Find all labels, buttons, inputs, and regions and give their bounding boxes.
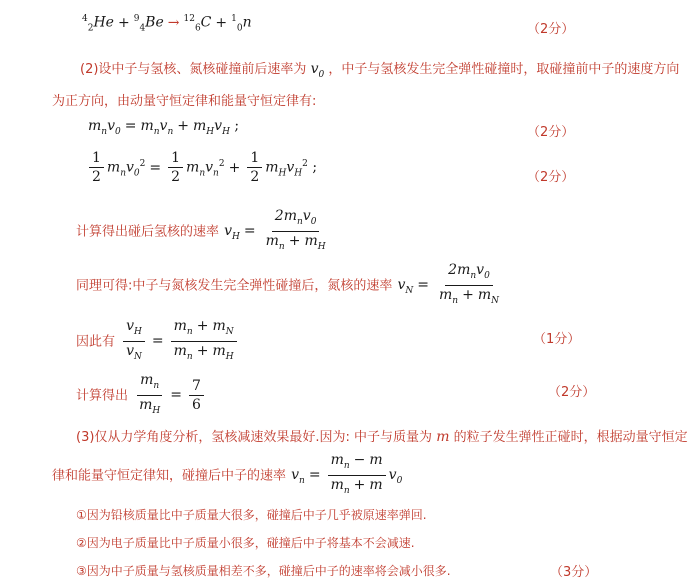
vn-collision-formula: $v_n$ = $\frac{m_n - m}{m_n + m}$ $v_0$: [291, 452, 403, 496]
note-2: ②因为电子质量比中子质量小很多，碰撞后中子将基本不会减速.: [76, 536, 415, 550]
mass-ratio-result: [76, 372, 207, 419]
vn-formula: $v_N$ = $\frac{2m_nv_0}{m_n + m_N}$: [397, 262, 499, 306]
part3-intro-line1: [76, 426, 688, 445]
score-ratio: （1分）: [533, 332, 581, 347]
note-3: ③因为中子质量与氢核质量相差不多，碰撞后中子的速率将会减小很多.: [76, 564, 451, 578]
nuclear-reaction-equation: $^4_2$He + $^9_4$Be → $^{12}_6$C + $^1_0$n: [82, 14, 252, 34]
v0-symbol: $v_0$: [310, 61, 325, 80]
part2-intro-c: 为正方向，由动量守恒定律和能量守恒定律有:: [52, 94, 317, 109]
mass-label: 计算得出: [76, 388, 129, 404]
vn-label: 同理可得:中子与氮核发生完全弹性碰撞后，氮核的速率: [76, 278, 393, 294]
part3-intro-a: (3)仅从力学角度分析，氢核减速效果最好.因为: 中子与质量为: [76, 430, 433, 445]
vh-result: [76, 208, 332, 255]
ratio-formula: $\frac{v_H}{v_N}$ = $\frac{m_n + m_N}{m_n + m_H}$: [120, 333, 240, 349]
score-line1: （2分）: [527, 22, 575, 37]
score-eq2: （2分）: [527, 170, 575, 185]
momentum-equation: $m_nv_0 = m_nv_n + m_Hv_H$ ;: [88, 118, 240, 137]
part3-intro-b: 的粒子发生弹性正碰时，根据动量守恒定: [453, 430, 688, 445]
score-part3: （3分）: [550, 565, 598, 580]
energy-equation: $\frac{1}{2}$ $m_nv_0^2$ = $\frac{1}{2}$ $m_nv_n^2$ + $\frac{1}{2}$ $m_Hv_H^2$ ;: [86, 150, 317, 185]
m-symbol: m: [436, 429, 450, 445]
mass-formula: $\frac{m_n}{m_H}$ = $\frac{7}{6}$: [133, 387, 207, 403]
vh-formula: $v_H$ = $\frac{2m_nv_0}{m_n + m_H}$: [224, 208, 326, 252]
ratio-result: [76, 318, 240, 365]
vh-label: 计算得出碰后氢核的速率: [76, 224, 220, 240]
score-eq1: （2分）: [527, 125, 575, 140]
part2-intro-a: (2)设中子与氢核、氮核碰撞前后速率为: [80, 62, 307, 77]
part2-intro-line1: [80, 58, 679, 80]
part2-intro-b: ，中子与氢核发生完全弹性碰撞时，取碰撞前中子的速度方向: [328, 62, 680, 77]
part3-intro-line2: [52, 452, 402, 499]
ratio-label: 因此有: [76, 334, 116, 350]
note-1: ①因为铅核质量比中子质量大很多，碰撞后中子几乎被原速率弹回.: [76, 508, 427, 522]
vn-result: [76, 262, 505, 309]
part3-intro-c: 律和能量守恒定律知，碰撞后中子的速率: [52, 468, 287, 484]
score-mass: （2分）: [548, 385, 596, 400]
